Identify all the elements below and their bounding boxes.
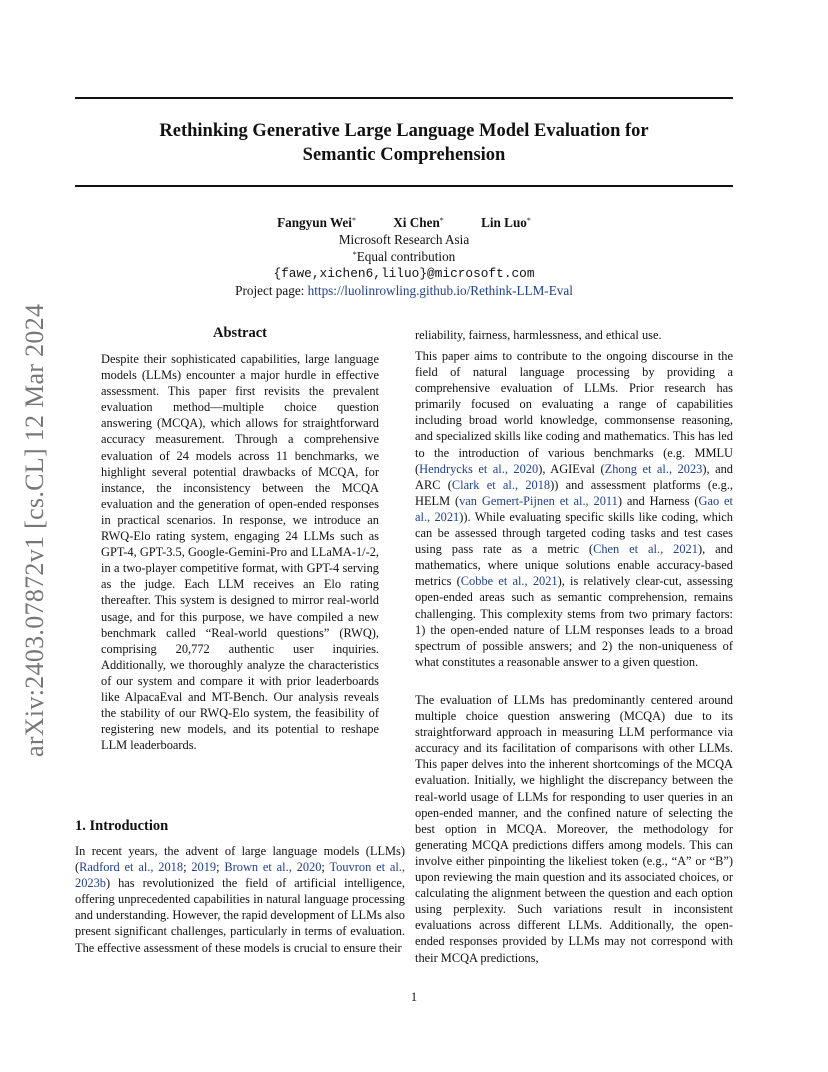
equal-contribution: *Equal contribution xyxy=(352,249,456,264)
right-column-paragraph-2: The evaluation of LLMs has predominantly centered around multiple choice question answering (MCQA) due to its straightforward approach in measuring LLM performance via accuracy and its facilitation of comparisons with other LLMs. This paper delves into the inherent shortcomings of the MCQA evaluation. Initially, we highlight the discrepancy between the real-world usage of LLMs for responding to user queries in an open-ended manner, and the confined nature of selecting the best option in MCQA. Moreover, the methodology for generating MCQA predictions differs among models. This can involve either pinpointing the likeliest token (e.g., “A” or “B”) upon reviewing the main question and its associated choices, or calculating the alignment between the question and each option using perplexity. Such variations result in inconsistent evaluations across different LLMs. Additionally, the open-ended responses provided by LLMs may not correspond with their MCQA predictions, xyxy=(415,693,733,965)
project-page: Project page: https://luolinrowling.github.io/Rethink-LLM-Eval xyxy=(235,283,573,298)
citation-link[interactable]: Brown et al., 2020 xyxy=(224,860,322,875)
citation-link[interactable]: Hendrycks et al., 2020 xyxy=(419,461,539,476)
author-1: Fangyun Wei* xyxy=(277,215,356,230)
citation-link[interactable]: Gao et al., 2021 xyxy=(415,493,733,524)
title-bottom-rule xyxy=(75,185,733,187)
citation-link[interactable]: Touvron et al., 2023b xyxy=(75,860,405,891)
citation-link[interactable]: 2019 xyxy=(191,860,217,875)
citation-link[interactable]: Clark et al., 2018 xyxy=(451,477,551,492)
author-block xyxy=(75,214,733,299)
intro-paragraph: In recent years, the advent of large language models (LLMs) (Radford et al., 2018; 2019; Brown et al., 2020; Touvron et al., 2023b) has revolutionized the field of artificial intelligence, offering unprecedented capabilities in natural language processing and understanding. However, the rapid development of LLMs also present significant challenges, particularly in terms of evaluation. The effective assessment of these models is crucial to ensure their xyxy=(75,844,405,955)
citation-link[interactable]: Radford et al., 2018 xyxy=(79,860,184,875)
right-column-paragraph-0: reliability, fairness, harmlessness, and ethical use. xyxy=(415,328,662,342)
abstract-text: Despite their sophisticated capabilities, large language models (LLMs) encounter a major hurdle in effective assessment. This paper first revisits the prevalent evaluation method—multiple choice question answering (MCQA), which allows for straightforward accuracy measurement. Through a comprehensive evaluation of 24 models across 11 benchmarks, we highlight several potential drawbacks of MCQA, for instance, the inconsistency between the MCQA evaluation and the generation of open-ended responses in practical scenarios. In response, we introduce an RWQ-Elo rating system, engaging 24 LLMs such as GPT-4, GPT-3.5, Google-Gemini-Pro and LLaMA-1/-2, in a two-player competitive format, with GPT-4 serving as the judge. Each LLM receives an Elo rating thereafter. This system is designed to mirror real-world usage, and for this purpose, we have compiled a new benchmark called “Real-world questions” (RWQ), comprising 20,772 authentic user inquiries. Additionally, we thoroughly analyze the characteristics of our system and compare it with prior leaderboards like AlpacaEval and MT-Bench. Our analysis reveals the stability of our RWQ-Elo system, the feasibility of registering new models, and its potential to reshape LLM leaderboards. xyxy=(101,352,379,753)
title-top-rule xyxy=(75,97,733,99)
abstract-heading: Abstract xyxy=(213,325,267,341)
citation-link[interactable]: Zhong et al., 2023 xyxy=(604,461,703,476)
author-names xyxy=(75,214,733,231)
section-heading-introduction: 1. Introduction xyxy=(75,818,169,834)
author-2: Xi Chen* xyxy=(393,215,444,230)
citation-link[interactable]: Chen et al., 2021 xyxy=(593,542,698,557)
citation-link[interactable]: van Gemert-Pijnen et al., 2011 xyxy=(459,493,618,508)
page-number: 1 xyxy=(410,990,418,1004)
author-3: Lin Luo* xyxy=(481,215,531,230)
paper-title: Rethinking Generative Large Language Model Evaluation for Semantic Comprehension xyxy=(159,121,649,165)
affiliation: Microsoft Research Asia xyxy=(338,232,470,247)
project-page-link[interactable]: https://luolinrowling.github.io/Rethink-LLM-Eval xyxy=(307,283,573,298)
arxiv-stamp: arXiv:2403.07872v1 [cs.CL] 12 Mar 2024 xyxy=(20,303,49,757)
right-column-paragraph-1: This paper aims to contribute to the ongoing discourse in the field of natural language processing by providing a comprehensive evaluation of LLMs. Prior research has primarily focused on evaluating a range of capabilities including broad world knowledge, commonsense reasoning, and specialized skills like coding and mathematics. This has led to the introduction of various benchmarks (e.g. MMLU (Hendrycks et al., 2020), AGIEval (Zhong et al., 2023), and ARC (Clark et al., 2018)) and assessment platforms (e.g., HELM (van Gemert-Pijnen et al., 2011) and Harness (Gao et al., 2021)). While evaluating specific skills like coding, which can be assessed through targeted coding tasks and test cases using pass rate as a metric (Chen et al., 2021), and mathematics, where unique solutions enable accuracy-based metrics (Cobbe et al., 2021), is relatively clear-cut, assessing open-ended areas such as semantic comprehension, remains challenging. This complexity stems from two primary factors: 1) the open-ended nature of LLM responses leads to a broad spectrum of possible answers; and 2) the non-uniqueness of what constitutes a reasonable answer to a given question. xyxy=(415,349,734,669)
citation-link[interactable]: Cobbe et al., 2021 xyxy=(460,574,558,589)
author-emails: {fawe,xichen6,liluo}@microsoft.com xyxy=(273,266,535,281)
